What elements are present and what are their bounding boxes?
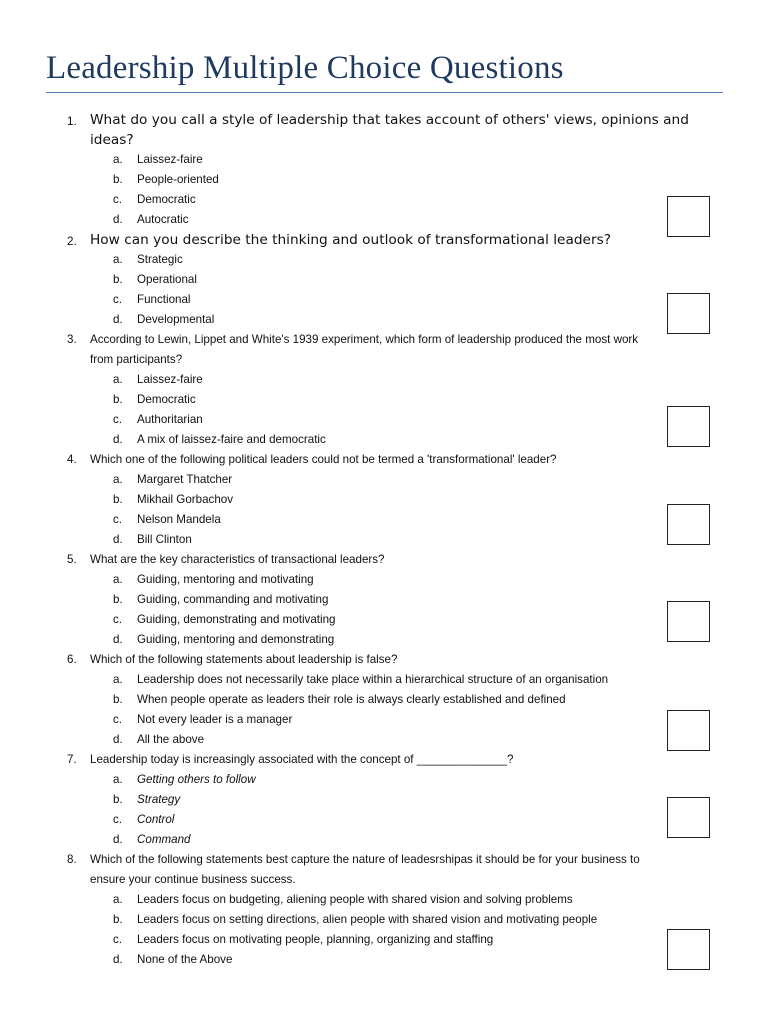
option-text: Leaders focus on budgeting, aliening people with shared vision and solving problems: [137, 893, 573, 906]
question-text: from participants?: [90, 353, 183, 366]
page-title: Leadership Multiple Choice Questions: [46, 50, 564, 86]
option-text: A mix of laissez-faire and democratic: [137, 433, 326, 446]
question-number: 3.: [67, 333, 77, 346]
answer-box[interactable]: [667, 929, 710, 970]
question-text: What do you call a style of leadership that takes account of others' views, opinions and: [90, 112, 689, 128]
option-b: [0, 690, 700, 710]
option-a: [0, 770, 700, 790]
option-text: Guiding, demonstrating and motivating: [137, 613, 336, 626]
option-text: All the above: [137, 733, 205, 746]
option-letter: b.: [113, 593, 123, 606]
option-letter: d.: [113, 833, 123, 846]
option-text: Leaders focus on motivating people, planning, organizing and staffing: [137, 933, 494, 946]
option-letter: a.: [113, 473, 123, 486]
option-letter: a.: [113, 373, 123, 386]
option-text: Command: [137, 833, 191, 846]
option-text: Democratic: [137, 193, 196, 206]
option-letter: c.: [113, 193, 123, 206]
option-letter: c.: [113, 613, 123, 626]
option-b: [0, 490, 700, 510]
option-letter: a.: [113, 893, 123, 906]
option-c: [0, 710, 700, 730]
answer-box[interactable]: [667, 504, 710, 545]
option-text: Leadership does not necessarily take place within a hierarchical structure of an organisation: [137, 673, 609, 686]
option-letter: d.: [113, 953, 123, 966]
option-text: Guiding, commanding and motivating: [137, 593, 329, 606]
question-number: 7.: [67, 753, 77, 766]
option-text: None of the Above: [137, 953, 233, 966]
option-letter: b.: [113, 913, 123, 926]
option-letter: a.: [113, 773, 123, 786]
question-number: 4.: [67, 453, 77, 466]
option-letter: d.: [113, 633, 123, 646]
option-text: Laissez-faire: [137, 153, 203, 166]
option-a: [0, 250, 700, 270]
option-text: Autocratic: [137, 213, 189, 226]
option-text: Strategic: [137, 253, 183, 266]
option-letter: d.: [113, 733, 123, 746]
question-text: Leadership today is increasingly associated with the concept of ______________?: [90, 753, 514, 766]
answer-box[interactable]: [667, 293, 710, 334]
option-text: Democratic: [137, 393, 196, 406]
option-letter: c.: [113, 413, 123, 426]
option-text: When people operate as leaders their role is always clearly established and defined: [137, 693, 566, 706]
question-number: 5.: [67, 553, 77, 566]
option-a: [0, 890, 700, 910]
option-text: Developmental: [137, 313, 215, 326]
option-b: [0, 790, 700, 810]
option-letter: d.: [113, 533, 123, 546]
option-letter: b.: [113, 273, 123, 286]
option-text: Laissez-faire: [137, 373, 203, 386]
option-letter: b.: [113, 173, 123, 186]
question-text: ensure your continue business success.: [90, 873, 296, 886]
option-text: Guiding, mentoring and demonstrating: [137, 633, 335, 646]
option-letter: b.: [113, 793, 123, 806]
option-text: Functional: [137, 293, 191, 306]
title-underline: [46, 92, 723, 93]
option-c: [0, 610, 700, 630]
option-text: Margaret Thatcher: [137, 473, 233, 486]
option-text: Nelson Mandela: [137, 513, 221, 526]
question-text: Which of the following statements about leadership is false?: [90, 653, 398, 666]
option-c: [0, 930, 700, 950]
option-b: [0, 590, 700, 610]
option-a: [0, 670, 700, 690]
option-c: [0, 410, 700, 430]
option-d: [0, 310, 700, 330]
question-number: 6.: [67, 653, 77, 666]
answer-box[interactable]: [667, 797, 710, 838]
option-text: Getting others to follow: [137, 773, 256, 786]
option-a: [0, 470, 700, 490]
option-text: Mikhail Gorbachov: [137, 493, 234, 506]
option-text: Control: [137, 813, 175, 826]
option-letter: c.: [113, 713, 123, 726]
option-d: [0, 630, 700, 650]
option-d: [0, 950, 700, 970]
option-c: [0, 290, 700, 310]
option-a: [0, 570, 700, 590]
answer-box[interactable]: [667, 710, 710, 751]
option-d: [0, 530, 700, 550]
option-letter: b.: [113, 393, 123, 406]
question-text: What are the key characteristics of transactional leaders?: [90, 553, 385, 566]
option-text: Not every leader is a manager: [137, 713, 293, 726]
answer-box[interactable]: [667, 406, 710, 447]
option-letter: c.: [113, 513, 123, 526]
option-d: [0, 830, 700, 850]
question-number: 1.: [67, 115, 77, 128]
option-text: Bill Clinton: [137, 533, 192, 546]
answer-box[interactable]: [667, 196, 710, 237]
option-letter: d.: [113, 433, 123, 446]
option-c: [0, 510, 700, 530]
option-b: [0, 270, 700, 290]
option-text: People-oriented: [137, 173, 219, 186]
option-b: [0, 910, 700, 930]
answer-box[interactable]: [667, 601, 710, 642]
option-letter: c.: [113, 933, 123, 946]
option-a: [0, 150, 700, 170]
question-text: How can you describe the thinking and outlook of transformational leaders?: [90, 232, 611, 248]
option-text: Leaders focus on setting directions, alien people with shared vision and motivating people: [137, 913, 598, 926]
option-letter: a.: [113, 253, 123, 266]
question-text: Which one of the following political leaders could not be termed a 'transformational' leader?: [90, 453, 557, 466]
question-number: 8.: [67, 853, 77, 866]
option-c: [0, 190, 700, 210]
option-letter: c.: [113, 813, 123, 826]
option-d: [0, 210, 700, 230]
option-letter: c.: [113, 293, 123, 306]
option-text: Guiding, mentoring and motivating: [137, 573, 314, 586]
question-number: 2.: [67, 235, 77, 248]
option-b: [0, 390, 700, 410]
option-letter: a.: [113, 573, 123, 586]
option-b: [0, 170, 700, 190]
option-letter: a.: [113, 153, 123, 166]
option-d: [0, 430, 700, 450]
option-text: Operational: [137, 273, 197, 286]
option-d: [0, 730, 700, 750]
option-text: Strategy: [137, 793, 181, 806]
option-letter: d.: [113, 313, 123, 326]
question-text: According to Lewin, Lippet and White's 1939 experiment, which form of leadership produced the most work: [90, 333, 639, 346]
question-text: Which of the following statements best capture the nature of leadesrshipas it should be for your business to: [90, 853, 640, 866]
option-text: Authoritarian: [137, 413, 203, 426]
option-letter: b.: [113, 493, 123, 506]
option-letter: a.: [113, 673, 123, 686]
option-c: [0, 810, 700, 830]
question-text: ideas?: [90, 132, 134, 148]
option-letter: b.: [113, 693, 123, 706]
option-letter: d.: [113, 213, 123, 226]
option-a: [0, 370, 700, 390]
